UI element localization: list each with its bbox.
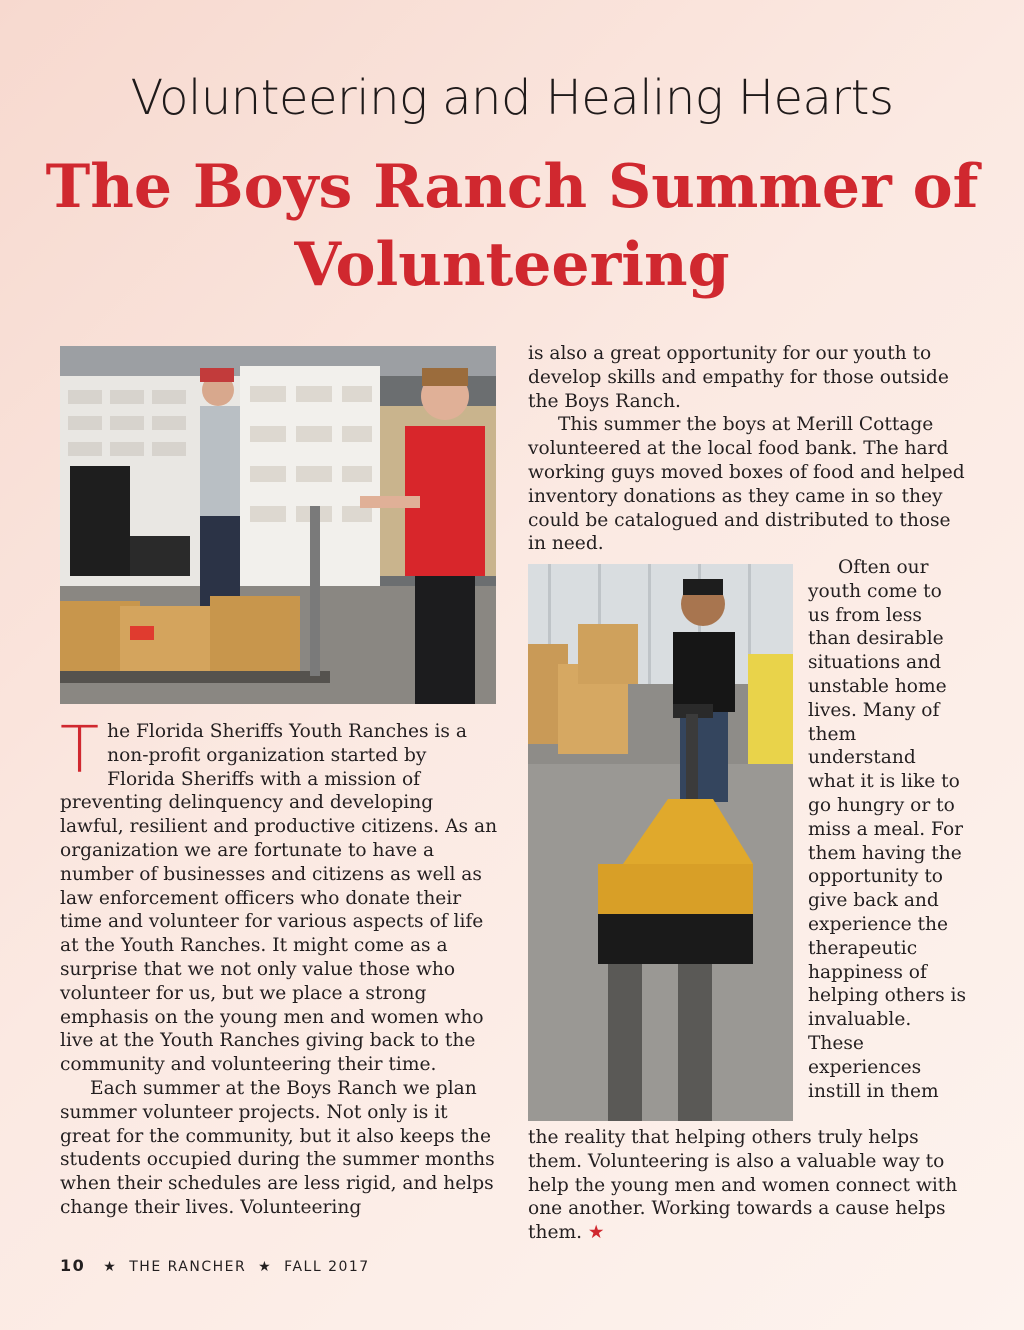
paragraph-closing-text: the reality that helping others truly helps them. Volunteering is also a valuable way to help the young men and women connect with one another. Working towards a cause helps them.	[528, 1127, 958, 1244]
footer-star-icon: ★	[103, 1259, 118, 1275]
food-bank-hand-truck-photo	[60, 346, 496, 704]
paragraph-closing	[528, 1126, 968, 1245]
pallet-jack-photo	[528, 564, 793, 1121]
paragraph-food-bank: This summer the boys at Merill Cottage volunteered at the local food bank. The hard working guys moved boxes of food and helped inventory donations as they came in so they could be catalogued and distributed to those in need.	[528, 414, 965, 555]
page-footer	[60, 1256, 370, 1275]
article-column-right-wrap	[808, 556, 968, 1103]
end-star-icon: ★	[587, 1222, 605, 1244]
paragraph-healing: Often our youth come to us from less than desirable situations and unstable home lives. Many of them understand what it is like to go hungry or to miss a meal. For them having the opportunity to give back and experience the therapeutic happiness of helping others is invaluable. These experiences instill in them	[808, 557, 967, 1102]
article-column-right-bottom	[528, 1126, 968, 1245]
footer-star-icon: ★	[258, 1259, 273, 1275]
paragraph-intro-text: he Florida Sheriffs Youth Ranches is a non-profit organization started by Florida Sheriffs with a mission of preventing delinquency and developing lawful, resilient and productive citizens. As an organization we are fortunate to have a number of businesses and citizens as well as law enforcement officers who donate their time and volunteer for various aspects of life at the Youth Ranches. It might come as a surprise that we not only value those who volunteer for us, but we place a strong emphasis on the young men and women who live at the Youth Ranches giving back to the community and volunteering their time.	[60, 721, 498, 1076]
article-kicker: Volunteering and Healing Hearts	[130, 70, 894, 126]
paragraph-continuation: is also a great opportunity for our youth to develop skills and empathy for those outside the Boys Ranch.	[528, 343, 949, 412]
paragraph-intro	[60, 714, 498, 1077]
issue-name: FALL 2017	[284, 1259, 370, 1275]
article-headline: The Boys Ranch Summer of Volunteering	[45, 152, 979, 300]
publication-name: THE RANCHER	[129, 1259, 247, 1275]
paragraph-summer-projects: Each summer at the Boys Ranch we plan summer volunteer projects. Not only is it great for the community, but it also keeps the students occupied during the summer months when their schedules are less rigid, and helps change their lives. Volunteering	[60, 1077, 495, 1218]
page-number: 10	[60, 1256, 86, 1275]
drop-cap: T	[60, 714, 100, 788]
article-column-left	[60, 714, 498, 1220]
article-column-right-top	[528, 342, 968, 556]
